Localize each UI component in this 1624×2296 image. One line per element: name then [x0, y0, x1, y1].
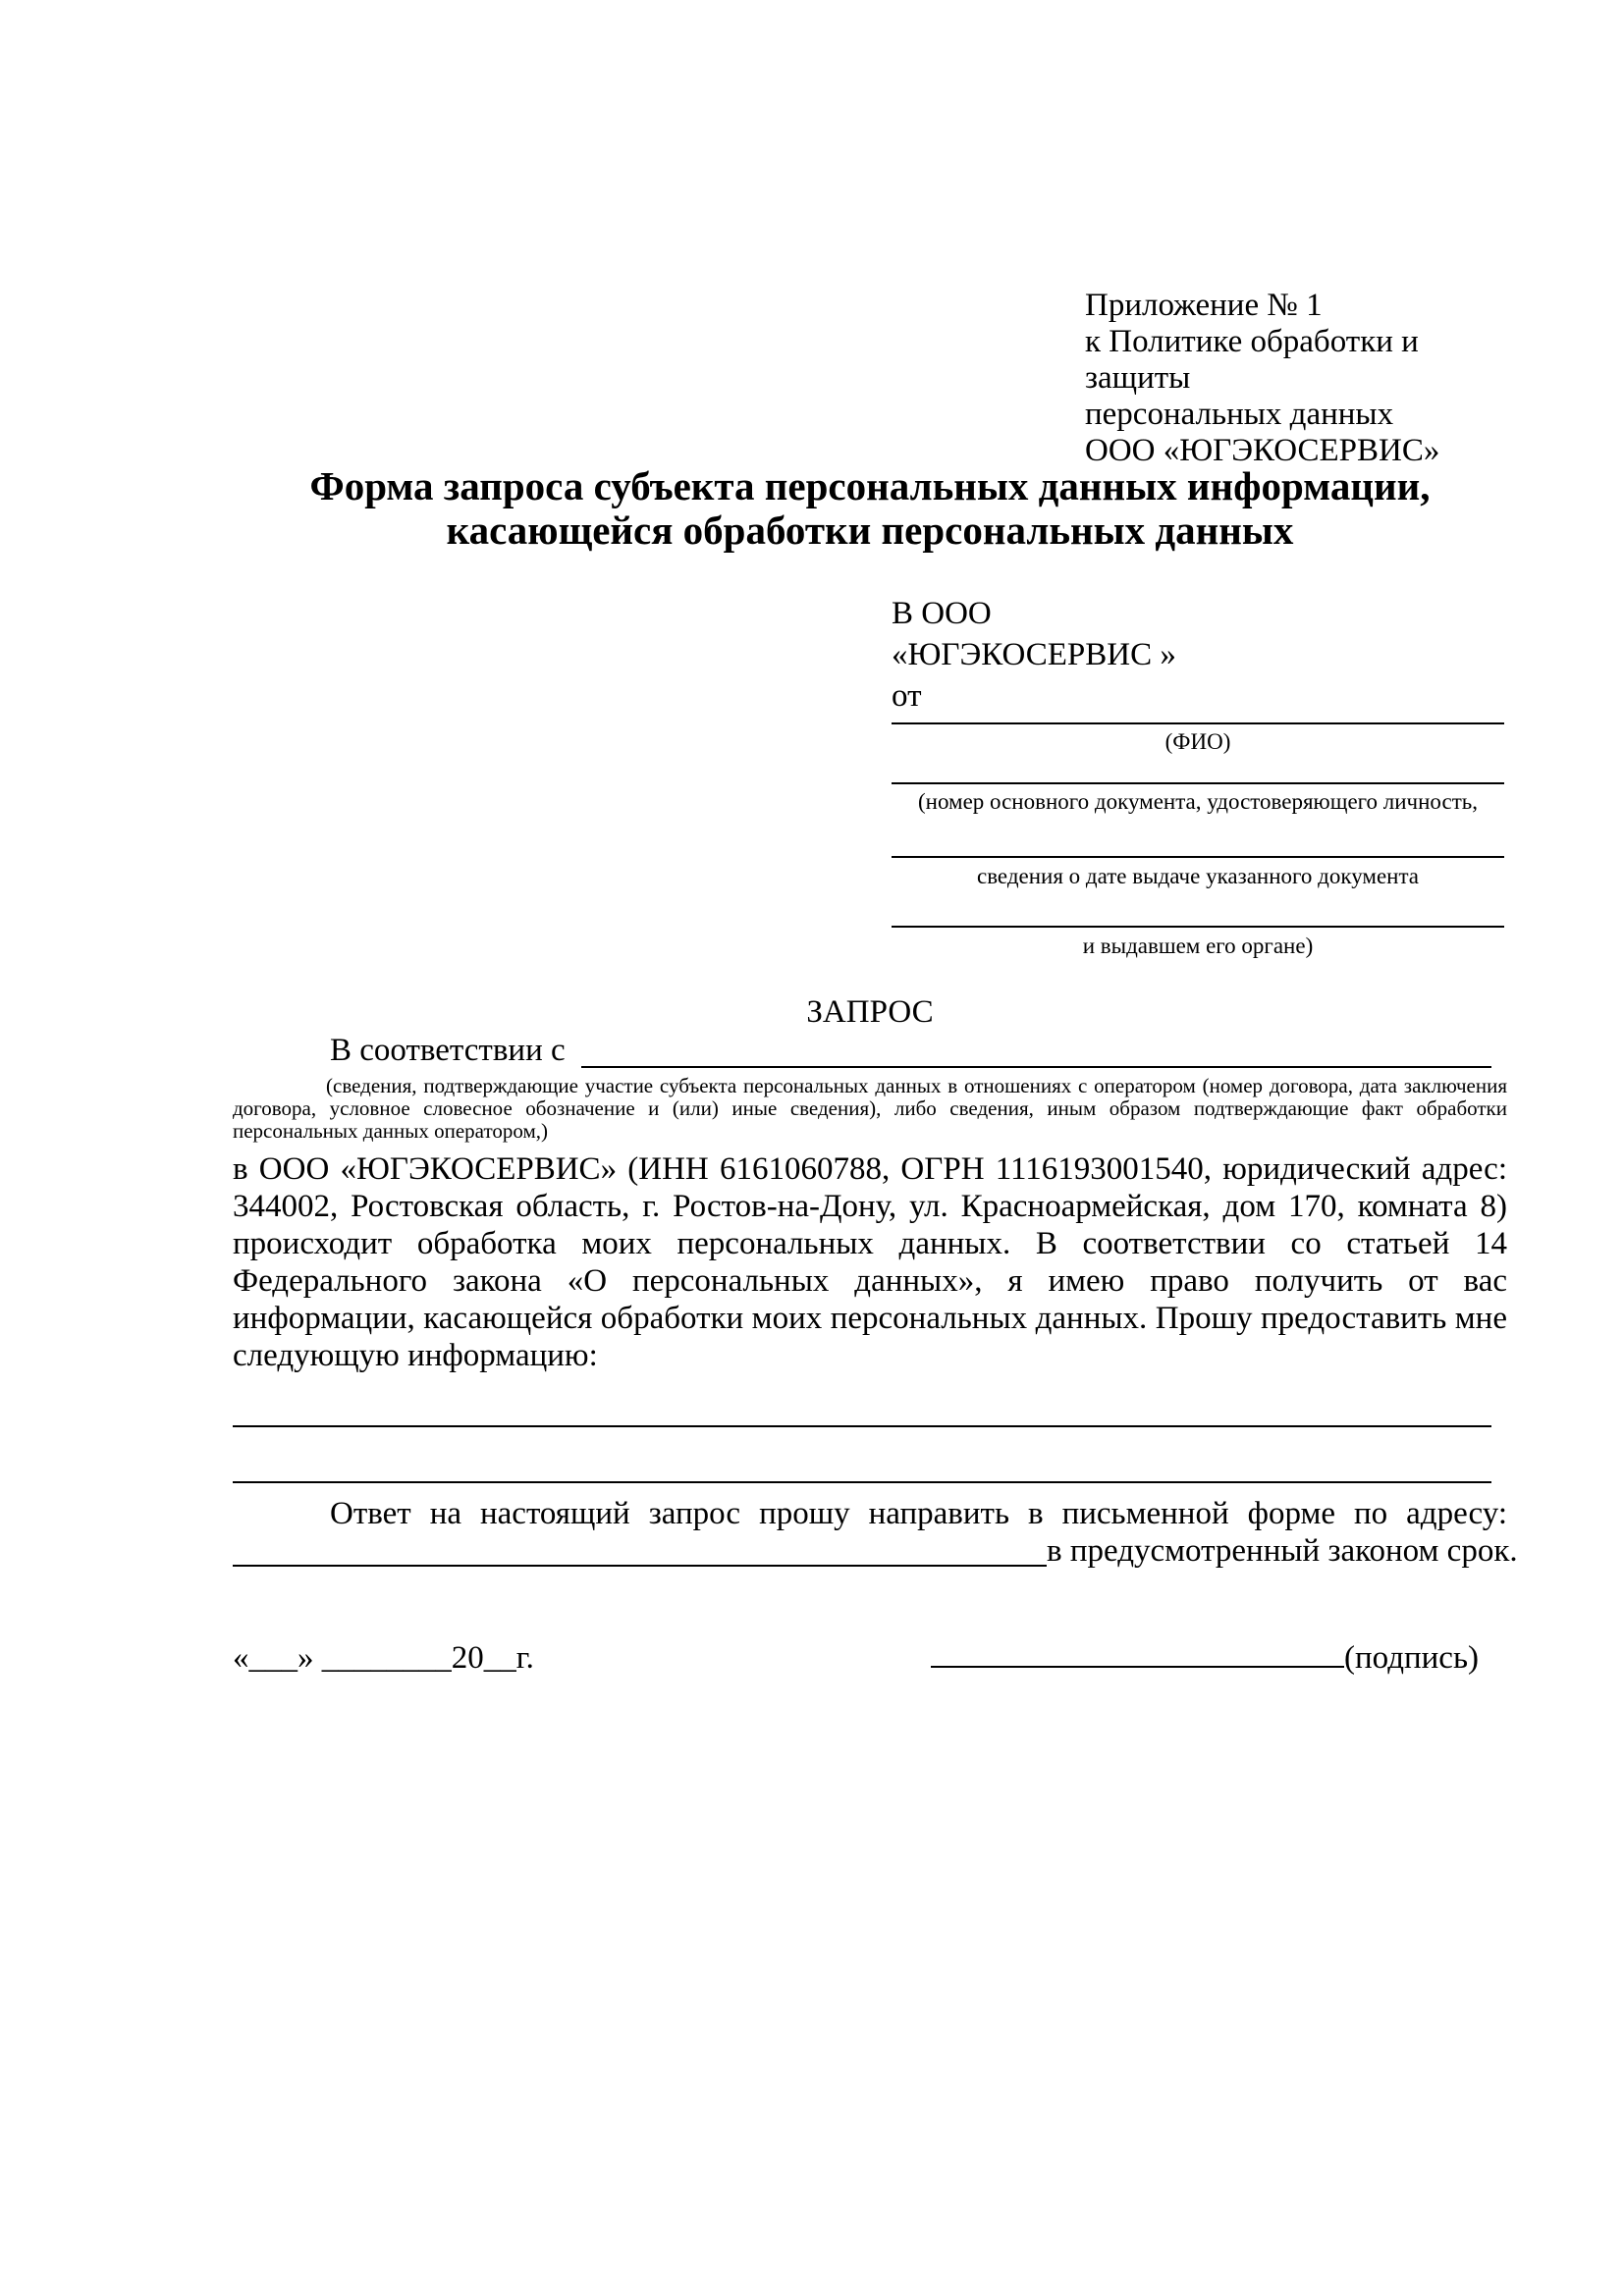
- signature-blank-line: [931, 1666, 1344, 1668]
- form-title-line1: Форма запроса субъекта персональных данных информации,: [309, 463, 1431, 508]
- doc-number-blank-line: [892, 782, 1504, 784]
- reply-address-blank-line: [233, 1565, 1047, 1567]
- appendix-line: ООО «ЮГЭКОСЕРВИС»: [1085, 433, 1440, 468]
- issue-date-blank-line: [892, 856, 1504, 858]
- appendix-line: к Политике обработки и защиты: [1085, 324, 1419, 396]
- accordance-label: В соответствии с: [330, 1033, 566, 1068]
- info-blank-line-1: [233, 1425, 1491, 1427]
- request-heading: ЗАПРОС: [806, 994, 934, 1030]
- appendix-line: персональных данных: [1085, 397, 1394, 432]
- date-field: «___» ________20__г.: [233, 1640, 534, 1676]
- issuer-caption: и выдавшем его органе): [1082, 934, 1314, 958]
- request-body-paragraph: в ООО «ЮГЭКОСЕРВИС» (ИНН 6161060788, ОГРН 1116193001540, юридический адрес: 344002, Ростовская область, г. Ростов-на-Дону, ул. Красноармейская, дом 170, комната 8) происходит обработка моих персональных данных. В соответствии со статьей 14 Федерального закона «О персональных данных», я имею право получить от вас информации, касающейся обработки моих персональных данных. Прошу предоставить мне следующую информацию:: [233, 1151, 1507, 1373]
- appendix-line: Приложение № 1: [1085, 288, 1323, 323]
- form-title: [233, 464, 1507, 553]
- reply-address-line: Ответ на настоящий запрос прошу направить в письменной форме по адресу:: [330, 1496, 1507, 1531]
- fio-blank-line: [892, 722, 1504, 724]
- appendix-block: [1085, 288, 1522, 469]
- issuer-blank-line: [892, 926, 1504, 928]
- addressee-block: [892, 593, 1506, 717]
- signature-caption: (подпись): [1344, 1640, 1479, 1676]
- fio-caption: (ФИО): [1164, 729, 1231, 754]
- info-blank-line-2: [233, 1481, 1491, 1483]
- form-title-line2: касающейся обработки персональных данных: [446, 507, 1294, 553]
- issue-date-caption: сведения о дате выдаче указанного документа: [976, 864, 1420, 888]
- accordance-blank-line: [581, 1066, 1491, 1068]
- addressee-org-line2: «ЮГЭКОСЕРВИС »: [892, 637, 1176, 672]
- reply-deadline-text: в предусмотренный законом срок.: [1047, 1533, 1518, 1569]
- addressee-org-line1: В ООО: [892, 596, 992, 631]
- accordance-caption: (сведения, подтверждающие участие субъекта персональных данных в отношениях с оператором (номер договора, дата заключения договора, условное словесное обозначение и (или) иные сведения), либо сведения, иным образом подтверждающие факт обработки персональных данных оператором,): [233, 1074, 1507, 1143]
- addressee-from-label: от: [892, 678, 922, 714]
- doc-number-caption: (номер основного документа, удостоверяющего личность,: [917, 789, 1478, 814]
